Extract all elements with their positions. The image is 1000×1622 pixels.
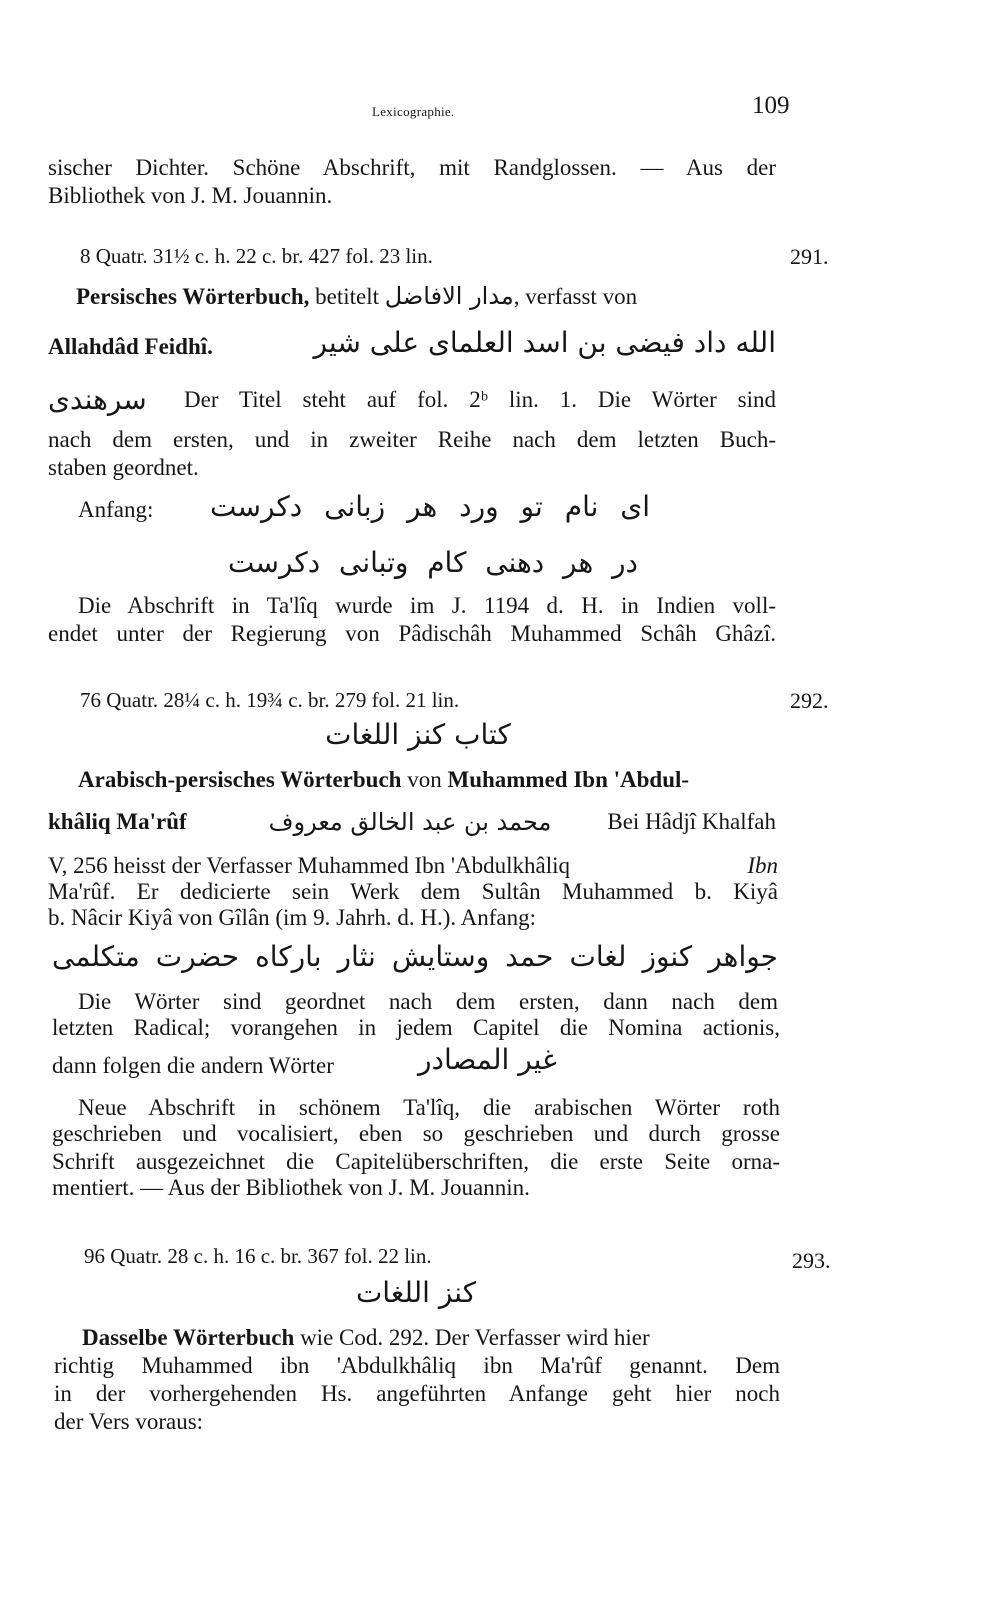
entry292-line-12: mentiert. — Aus der Bibliothek von J. M. Jouannin. — [52, 1175, 530, 1200]
entry292-line-8-text: dann folgen die andern Wörter — [52, 1053, 334, 1078]
entry293-line-1 — [82, 1324, 780, 1352]
entry292-arabic-author: محمد بن عبد الخالق معروف — [268, 808, 552, 836]
entry291-line-5: staben geordnet. — [48, 455, 199, 480]
codex-number-292: 292. — [790, 688, 829, 713]
entry291-arabic-title: مدار الافاضل — [384, 282, 514, 310]
codex-spec-292: 76 Quatr. 28¼ c. h. 19¾ c. br. 279 fol. 21 lin. — [80, 688, 460, 712]
page-number: 109 — [752, 92, 790, 119]
entry293-line-1-text: wie Cod. 292. Der Verfasser wird hier — [300, 1325, 650, 1350]
entry292-line-6: Die Wörter sind geordnet nach dem ersten, dann nach dem — [78, 989, 778, 1014]
entry292-line-8 — [52, 1043, 780, 1080]
entry293-line-4: der Vers voraus: — [54, 1409, 204, 1434]
entry293-title: Dasselbe Wörterbuch — [82, 1325, 295, 1350]
entry292-line-4: Ma'rûf. Er dedicierte sein Werk dem Sultân Muhammed b. Kiyâ — [48, 879, 778, 904]
entry293-line-2: richtig Muhammed ibn 'Abdulkhâliq ibn Ma'rûf genannt. Dem — [54, 1353, 780, 1378]
entry293-arabic-title: کنز اللغات — [355, 1276, 477, 1309]
intro-line-2: Bibliothek von J. M. Jouannin. — [48, 183, 333, 208]
entry292-verse: جواهر کنوز لغات حمد وستایش نثار بارکاه حضرت متکلمی — [52, 940, 778, 973]
entry292-author-cont: khâliq Ma'rûf — [48, 809, 187, 834]
entry293-line-3: in der vorhergehenden Hs. angeführten Anfange geht hier noch — [54, 1381, 780, 1406]
entry291-line-7: endet unter der Regierung von Pâdischâh Muhammed Schâh Ghâzî. — [48, 621, 776, 646]
entry291-title: Persisches Wörterbuch, — [76, 284, 310, 309]
entry291-arabic-author: الله داد فیضی بن اسد العلمای علی شیر — [313, 326, 776, 359]
entry292-line-5: b. Nâcir Kiyâ von Gîlân (im 9. Jahrh. d. H.). Anfang: — [48, 905, 537, 930]
entry292-author: Muhammed Ibn 'Abdul- — [447, 767, 690, 792]
entry291-verfasst: , verfasst von — [513, 284, 638, 309]
entry292-title: Arabisch-persisches Wörterbuch — [78, 767, 402, 792]
entry292-line-10: geschrieben und vocalisiert, eben so geschrieben und durch grosse — [52, 1121, 780, 1146]
entry291-line-2 — [48, 326, 776, 361]
codex-number-291: 291. — [790, 244, 829, 269]
entry292-line-3 — [48, 852, 778, 880]
entry291-verse-2: در هر دهنی کام وتبانی دکرست — [228, 546, 638, 579]
entry291-line-1 — [76, 282, 776, 311]
entry292-line-3-text: V, 256 heisst der Verfasser Muhammed Ibn 'Abdulkhâliq — [48, 853, 570, 878]
entry292-hadji: Bei Hâdjî Khalfah — [607, 809, 776, 834]
entry292-line-9: Neue Abschrift in schönem Ta'lîq, die arabischen Wörter roth — [78, 1095, 780, 1120]
entry292-arabic-ghair: غیر المصادر — [418, 1043, 557, 1076]
entry291-line-6: Die Abschrift in Ta'lîq wurde im J. 1194 d. H. in Indien voll- — [78, 593, 776, 618]
codex-spec-291: 8 Quatr. 31½ c. h. 22 c. br. 427 fol. 23 lin. — [80, 244, 433, 268]
codex-spec-293: 96 Quatr. 28 c. h. 16 c. br. 367 fol. 22 lin. — [84, 1244, 432, 1268]
entry291-verse-1: ای نام تو ورد هر زبانی دکرست — [210, 490, 650, 523]
entry292-arabic-title: کتاب کنز اللغات — [325, 718, 511, 751]
codex-number-293: 293. — [792, 1248, 831, 1273]
entry292-von: von — [407, 767, 442, 792]
entry291-arabic-nisba: سرهندی — [48, 383, 147, 416]
entry292-line-2 — [48, 808, 776, 836]
entry292-line-1 — [78, 766, 776, 794]
entry291-line-3 — [48, 383, 776, 416]
intro-line-1: sischer Dichter. Schöne Abschrift, mit Randglossen. — Aus der — [48, 155, 776, 180]
entry291-title-note: Der Titel steht auf fol. 2ᵇ lin. 1. Die Wörter sind — [184, 387, 776, 412]
entry291-line-4: nach dem ersten, und in zweiter Reihe nach dem letzten Buch- — [48, 427, 776, 452]
entry292-line-7: letzten Radical; vorangehen in jedem Capitel die Nomina actionis, — [52, 1015, 780, 1040]
entry292-ibn-italic: Ibn — [747, 853, 778, 878]
entry291-betitelt: betitelt — [315, 284, 379, 309]
entry291-anfang-label: Anfang: — [78, 497, 154, 522]
entry292-line-11: Schrift ausgezeichnet die Capitelüberschriften, die erste Seite orna- — [52, 1149, 780, 1174]
entry291-author: Allahdâd Feidhî. — [48, 334, 213, 359]
running-title: Lexicographie. — [372, 104, 455, 119]
